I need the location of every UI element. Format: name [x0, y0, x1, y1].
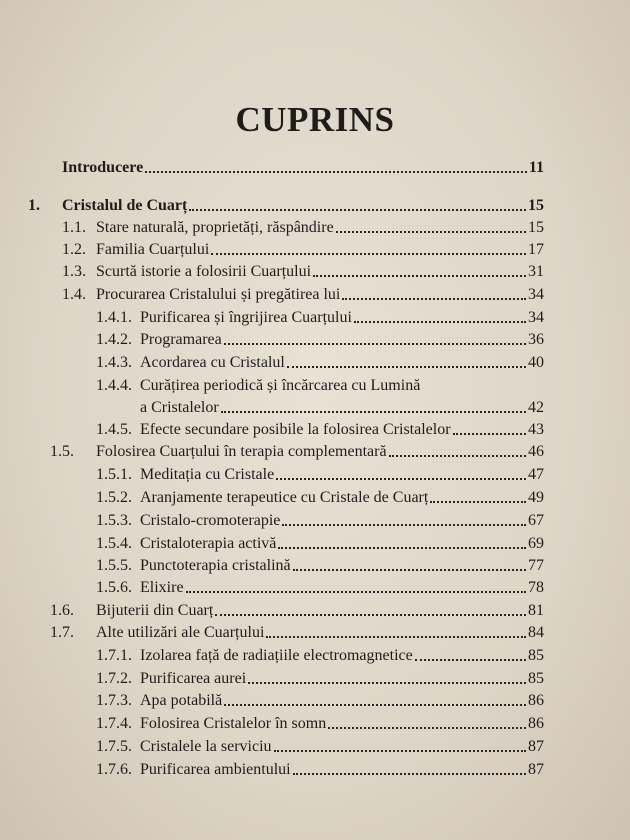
dot-leader: [274, 748, 526, 752]
toc-entry-label: Procurarea Cristalului și pregătirea lui: [96, 286, 341, 303]
dot-leader: [189, 207, 526, 211]
toc-entry-page: 87: [528, 761, 544, 778]
dot-leader: [389, 453, 526, 457]
toc-entry-label: Cristaloterapia activă: [140, 535, 277, 552]
dot-leader: [211, 251, 526, 255]
dot-leader: [248, 680, 526, 684]
toc-entry-number: 1.5.3.: [96, 512, 132, 529]
dot-leader: [293, 567, 526, 571]
toc-entry-page: 86: [528, 715, 544, 732]
toc-entry-label: Folosirea Cuarțului în terapia complementară: [96, 443, 387, 460]
toc-entry-number: 1.5.4.: [96, 535, 132, 552]
toc-entry-label: Folosirea Cristalelor în somn: [140, 715, 327, 732]
dot-leader: [430, 499, 526, 503]
toc-entry-page: 87: [528, 738, 544, 755]
toc-entry-label: Familia Cuarțului: [96, 241, 210, 258]
toc-entry-1-4-4-line2: [140, 397, 544, 419]
toc-entry-label: Purificarea și îngrijirea Cuarțului: [140, 309, 352, 326]
toc-entry-1-5-4: [96, 533, 544, 555]
dot-leader: [453, 431, 526, 435]
toc-entry-1-7-2: [96, 668, 544, 690]
toc-entry-page: 46: [528, 443, 544, 460]
toc-entry-1-4: [62, 284, 544, 306]
toc-entry-label: Aranjamente terapeutice cu Cristale de Cuarț: [140, 489, 429, 506]
dot-leader: [342, 296, 526, 300]
toc-entry-chapter-1: [28, 195, 544, 217]
toc-entry-1-4-2: [96, 329, 544, 351]
toc-entry-1-5-3: [96, 510, 544, 532]
toc-entry-number: 1.4.3.: [96, 354, 132, 371]
toc-entry-page: 31: [528, 263, 544, 280]
dot-leader: [215, 612, 526, 616]
dot-leader: [186, 589, 526, 593]
toc-entry-page: 17: [528, 241, 544, 258]
toc-entry-number: 1.4.2.: [96, 331, 132, 348]
toc-entry-label: Curățirea periodică și încărcarea cu Lumină: [140, 377, 421, 394]
dot-leader: [354, 319, 526, 323]
toc-entry-page: 81: [528, 602, 544, 619]
dot-leader: [224, 702, 526, 706]
toc-entry-page: 49: [528, 489, 544, 506]
toc-entry-number: 1.7.1.: [96, 647, 132, 664]
toc-entry-label: Cristalo-cromoterapie: [140, 512, 281, 529]
toc-entry-number: 1.5.6.: [96, 579, 132, 596]
toc-entry-page: 84: [528, 624, 544, 641]
toc-entry-1-7-5: [96, 736, 544, 758]
dot-leader: [293, 771, 526, 775]
toc-entry-label: Stare naturală, proprietăți, răspândire: [96, 219, 334, 236]
toc-entry-1-2: [62, 239, 544, 261]
toc-entry-page: 85: [528, 670, 544, 687]
dot-leader: [336, 229, 526, 233]
toc-entry-page: 40: [528, 354, 544, 371]
toc-entry-number: 1.4.4.: [96, 377, 132, 394]
toc-entry-page: 36: [528, 331, 544, 348]
toc-entry-number: 1.5.2.: [96, 489, 132, 506]
toc-entry-1-4-5: [96, 419, 544, 441]
toc-entry-label: Izolarea față de radiațiile electromagnetice: [140, 647, 413, 664]
toc-entry-label: Scurtă istorie a folosirii Cuarțului: [96, 263, 312, 280]
toc-entry-number: 1.: [28, 197, 40, 214]
toc-entry-introducere: [62, 157, 544, 179]
toc-entry-label: Meditația cu Cristale: [140, 466, 275, 483]
toc-entry-number: 1.4.5.: [96, 421, 132, 438]
toc-entry-1-5-6: [96, 577, 544, 599]
toc-entry-number: 1.6.: [50, 602, 74, 619]
dot-leader: [313, 273, 526, 277]
dot-leader: [276, 476, 526, 480]
toc-entry-page: 69: [528, 535, 544, 552]
dot-leader: [145, 169, 527, 173]
toc-entry-number: 1.5.: [50, 443, 74, 460]
dot-leader: [328, 725, 526, 729]
toc-entry-label: Programarea: [140, 331, 222, 348]
toc-entry-label: Efecte secundare posibile la folosirea Cristalelor: [140, 421, 451, 438]
dot-leader: [221, 409, 526, 413]
toc-entry-label: Apa potabilă: [140, 692, 223, 709]
toc-entry-label-continued: a Cristalelor: [140, 399, 219, 416]
toc-entry-page: 43: [528, 421, 544, 438]
toc-entry-label: Alte utilizări ale Cuarțului: [96, 624, 265, 641]
toc-entry-label: Acordarea cu Cristalul: [140, 354, 285, 371]
toc-entry-1-5: [50, 441, 544, 463]
toc-entry-1-7-3: [96, 690, 544, 712]
toc-entry-page: 34: [528, 286, 544, 303]
toc-entry-page: 47: [528, 466, 544, 483]
dot-leader: [282, 522, 526, 526]
toc-entry-number: 1.7.3.: [96, 692, 132, 709]
toc-entry-number: 1.4.: [62, 286, 86, 303]
toc-entry-1-7-1: [96, 645, 544, 667]
toc-entry-page: 34: [528, 309, 544, 326]
toc-entry-number: 1.2.: [62, 241, 86, 258]
toc-entry-1-7-6: [96, 759, 544, 781]
toc-entry-number: 1.5.5.: [96, 557, 132, 574]
toc-entry-label: Elixire: [140, 579, 184, 596]
toc-entry-1-4-4-line1: [96, 375, 420, 397]
toc-entry-page: 86: [528, 692, 544, 709]
toc-entry-number: 1.3.: [62, 263, 86, 280]
toc-entry-1-7: [50, 622, 544, 644]
toc-entry-1-5-5: [96, 555, 544, 577]
page-title: CUPRINS: [235, 100, 395, 139]
toc-entry-page: 67: [528, 512, 544, 529]
toc-entry-label: Purificarea aurei: [140, 670, 247, 687]
toc-entry-label: Cristalele la serviciu: [140, 738, 272, 755]
toc-entry-1-7-4: [96, 713, 544, 735]
toc-entry-label: Introducere: [62, 159, 144, 176]
dot-leader: [266, 634, 526, 638]
toc-entry-number: 1.4.1.: [96, 309, 132, 326]
toc-entry-1-6: [50, 600, 544, 622]
toc-entry-number: 1.7.5.: [96, 738, 132, 755]
toc-entry-number: 1.1.: [62, 219, 86, 236]
toc-entry-1-5-1: [96, 464, 544, 486]
toc-entry-1-3: [62, 261, 544, 283]
toc-entry-page: 77: [528, 557, 544, 574]
toc-entry-page: 42: [528, 399, 544, 416]
toc-entry-1-5-2: [96, 487, 544, 509]
toc-entry-number: 1.7.2.: [96, 670, 132, 687]
toc-entry-number: 1.7.6.: [96, 761, 132, 778]
toc-entry-label: Punctoterapia cristalină: [140, 557, 291, 574]
toc-entry-page: 78: [528, 579, 544, 596]
toc-entry-number: 1.5.1.: [96, 466, 132, 483]
toc-entry-number: 1.7.: [50, 624, 74, 641]
toc-entry-label: Purificarea ambientului: [140, 761, 291, 778]
dot-leader: [415, 657, 526, 661]
dot-leader: [287, 364, 526, 368]
toc-entry-1-1: [62, 217, 544, 239]
toc-entry-page: 11: [528, 159, 544, 176]
toc-entry-page: 15: [528, 219, 544, 236]
toc-entry-label: Cristalul de Cuarț: [62, 197, 188, 214]
toc-entry-page: 15: [528, 197, 544, 214]
toc-entry-label: Bijuterii din Cuarț: [96, 602, 214, 619]
dot-leader: [224, 341, 526, 345]
dot-leader: [278, 545, 526, 549]
toc-entry-1-4-3: [96, 352, 544, 374]
toc-entry-1-4-1: [96, 307, 544, 329]
toc-entry-page: 85: [528, 647, 544, 664]
toc-entry-number: 1.7.4.: [96, 715, 132, 732]
